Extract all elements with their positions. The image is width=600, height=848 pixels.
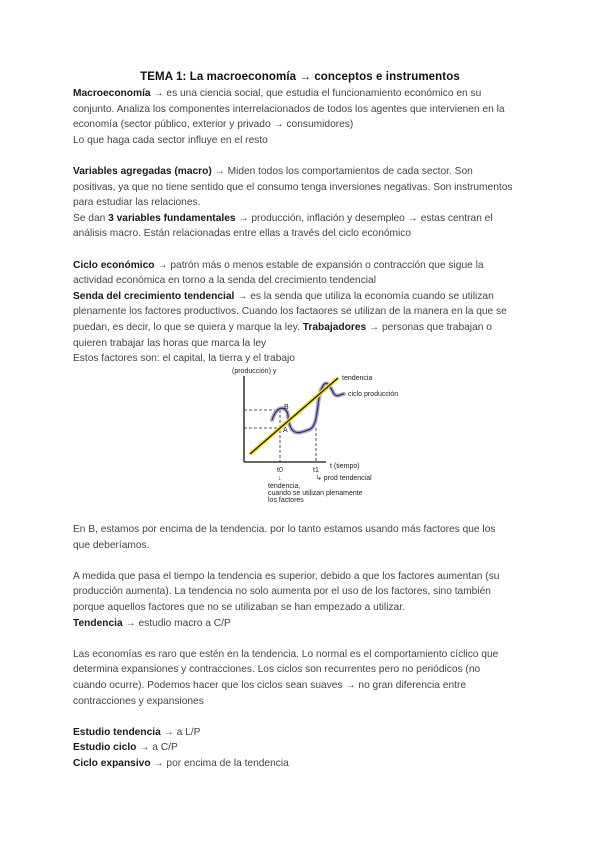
t0-note-3: los factores [268, 497, 304, 504]
text-line [73, 226, 543, 242]
economic-cycle-figure [230, 358, 470, 508]
text-run: positivas, ya que no tiene sentido que el consumo tenga inversiones negativas. Son instrumentos [73, 181, 513, 193]
text-run: porque aquellos factores que no se utilizaban se han empezado a utilizar. [73, 601, 405, 613]
text-run: → patrón más o menos estable de expansión o contracción que sigue la [154, 259, 484, 271]
text-run: A medida que pasa el tiempo la tendencia es superior, debido a que los factores aumentan (su [73, 570, 500, 582]
bold-term: Estudio tendencia [73, 726, 161, 738]
text-line [73, 336, 543, 352]
text-run: → producción, inflación y desempleo → estas centran el [235, 212, 493, 224]
text-run: determina expansiones y contracciones. Los ciclos son recurrentes pero no periódicos (no [73, 664, 481, 676]
text-run: puedan, es decir, lo que se quiera y marque la ley. [73, 321, 303, 333]
text-run: → a C/P [136, 742, 178, 754]
y-axis-label: (producción) y [232, 368, 277, 375]
text-run: → estudio macro a C/P [122, 617, 231, 629]
text-run: → por encima de la tendencia [150, 757, 289, 769]
bold-term: Tendencia [73, 617, 123, 629]
text-run: para estudiar las relaciones. [73, 197, 201, 209]
text-line [73, 756, 543, 772]
blank-line [73, 709, 543, 725]
text-line [73, 180, 543, 196]
bold-term: Macroeconomía [73, 88, 151, 99]
bold-term: Ciclo económico [73, 259, 155, 271]
text-line [73, 538, 543, 554]
bold-term: Trabajadores [302, 321, 367, 333]
point-a-label: A [283, 427, 288, 434]
text-run: → es una ciencia social, que estudia el funcionamiento económico en su [150, 88, 482, 99]
text-run: → personas que trabajan o [366, 321, 492, 333]
text-run: Las economías es raro que estén en la tendencia. Lo normal es el comportamiento cíclico que [73, 648, 499, 660]
text-run: → a L/P [160, 726, 201, 738]
text-line [73, 195, 543, 211]
text-line [73, 569, 543, 585]
cycle-label: ciclo producción [348, 391, 399, 398]
text-run: que deberíamos. [73, 539, 150, 551]
text-line [73, 725, 543, 741]
page-title: TEMA 1: La macroeconomía → conceptos e instrumentos [140, 71, 460, 83]
text-line [73, 600, 543, 616]
text-line [73, 102, 543, 118]
text-line [73, 320, 543, 336]
text-run: En B, estamos por encima de la tendencia. por lo tanto estamos usando más factores que los [73, 524, 496, 535]
text-line [73, 86, 543, 102]
t1-note: ↳ prod tendencial [316, 475, 372, 482]
blank-line [73, 242, 543, 258]
text-line [73, 273, 543, 289]
text-run: plenamente los factores productivos. Cuando los factaores se utilizan de la manera en la que se [73, 306, 507, 318]
text-line [73, 117, 543, 133]
text-line [73, 678, 543, 694]
text-run: producción aumenta). La tendencia no solo aumenta por el uso de los factores, sino también [73, 586, 491, 598]
text-line [73, 584, 543, 600]
blank-line [73, 148, 543, 164]
text-run: Lo que haga cada sector influye en el resto [73, 134, 268, 146]
text-line [73, 258, 543, 274]
text-line [73, 694, 543, 710]
text-line [73, 740, 543, 756]
blank-line [73, 553, 543, 569]
text-line [73, 662, 543, 678]
text-line [73, 647, 543, 663]
text-line [73, 289, 543, 305]
text-line [73, 522, 543, 538]
text-block-explanation [73, 522, 543, 772]
t0-note-1: tendencia, [268, 483, 301, 490]
text-line [73, 211, 543, 227]
text-run: análisis macro. Están relacionadas entre ellas a través del ciclo económico [73, 228, 412, 240]
arrow-down: ↓ [278, 475, 282, 482]
trend-line [250, 378, 338, 454]
text-line [73, 304, 543, 320]
t0-label: t0 [277, 467, 283, 474]
point-b-label: B [284, 404, 289, 411]
text-run: conjunto. Analiza los componentes interrelacionados de todos los agentes que intervienen en la [73, 103, 505, 115]
x-axis-label: t (tiempo) [330, 463, 360, 470]
bold-term: Variables agregadas (macro) [73, 165, 212, 177]
text-run: → Miden todos los comportamientos de cada sector. Son [211, 165, 473, 177]
text-line [73, 164, 543, 180]
bold-term: 3 variables fundamentales [108, 212, 236, 224]
text-run: actividad económica en torno a la senda del crecimiento tendencial [73, 275, 376, 287]
bold-term: Estudio ciclo [73, 742, 137, 754]
trend-label: tendencia [342, 375, 373, 382]
text-run: economía (sector público, exterior y privado → consumidores) [73, 119, 354, 131]
text-block-intro [73, 86, 543, 367]
t1-label: t1 [313, 467, 319, 474]
text-line [73, 133, 543, 149]
bold-term: Senda del crecimiento tendencial [73, 290, 235, 302]
t0-note-2: cuando se utilizan plenamente [268, 490, 363, 497]
text-run: Estos factores son: el capital, la tierra y el trabajo [73, 353, 295, 365]
text-run: cuando ocurre). Podemos hacer que los ciclos sean suaves → no gran diferencia entre [73, 679, 467, 691]
bold-term: Ciclo expansivo [73, 757, 151, 769]
text-run: → es la senda que utiliza la economía cuando se utilizan [234, 290, 494, 302]
text-run: contracciones y expansiones [73, 695, 204, 707]
text-run: quieren trabajar las horas que marca la ley [73, 337, 267, 349]
blank-line [73, 631, 543, 647]
text-line [73, 616, 543, 632]
text-run: Se dan [73, 212, 109, 224]
